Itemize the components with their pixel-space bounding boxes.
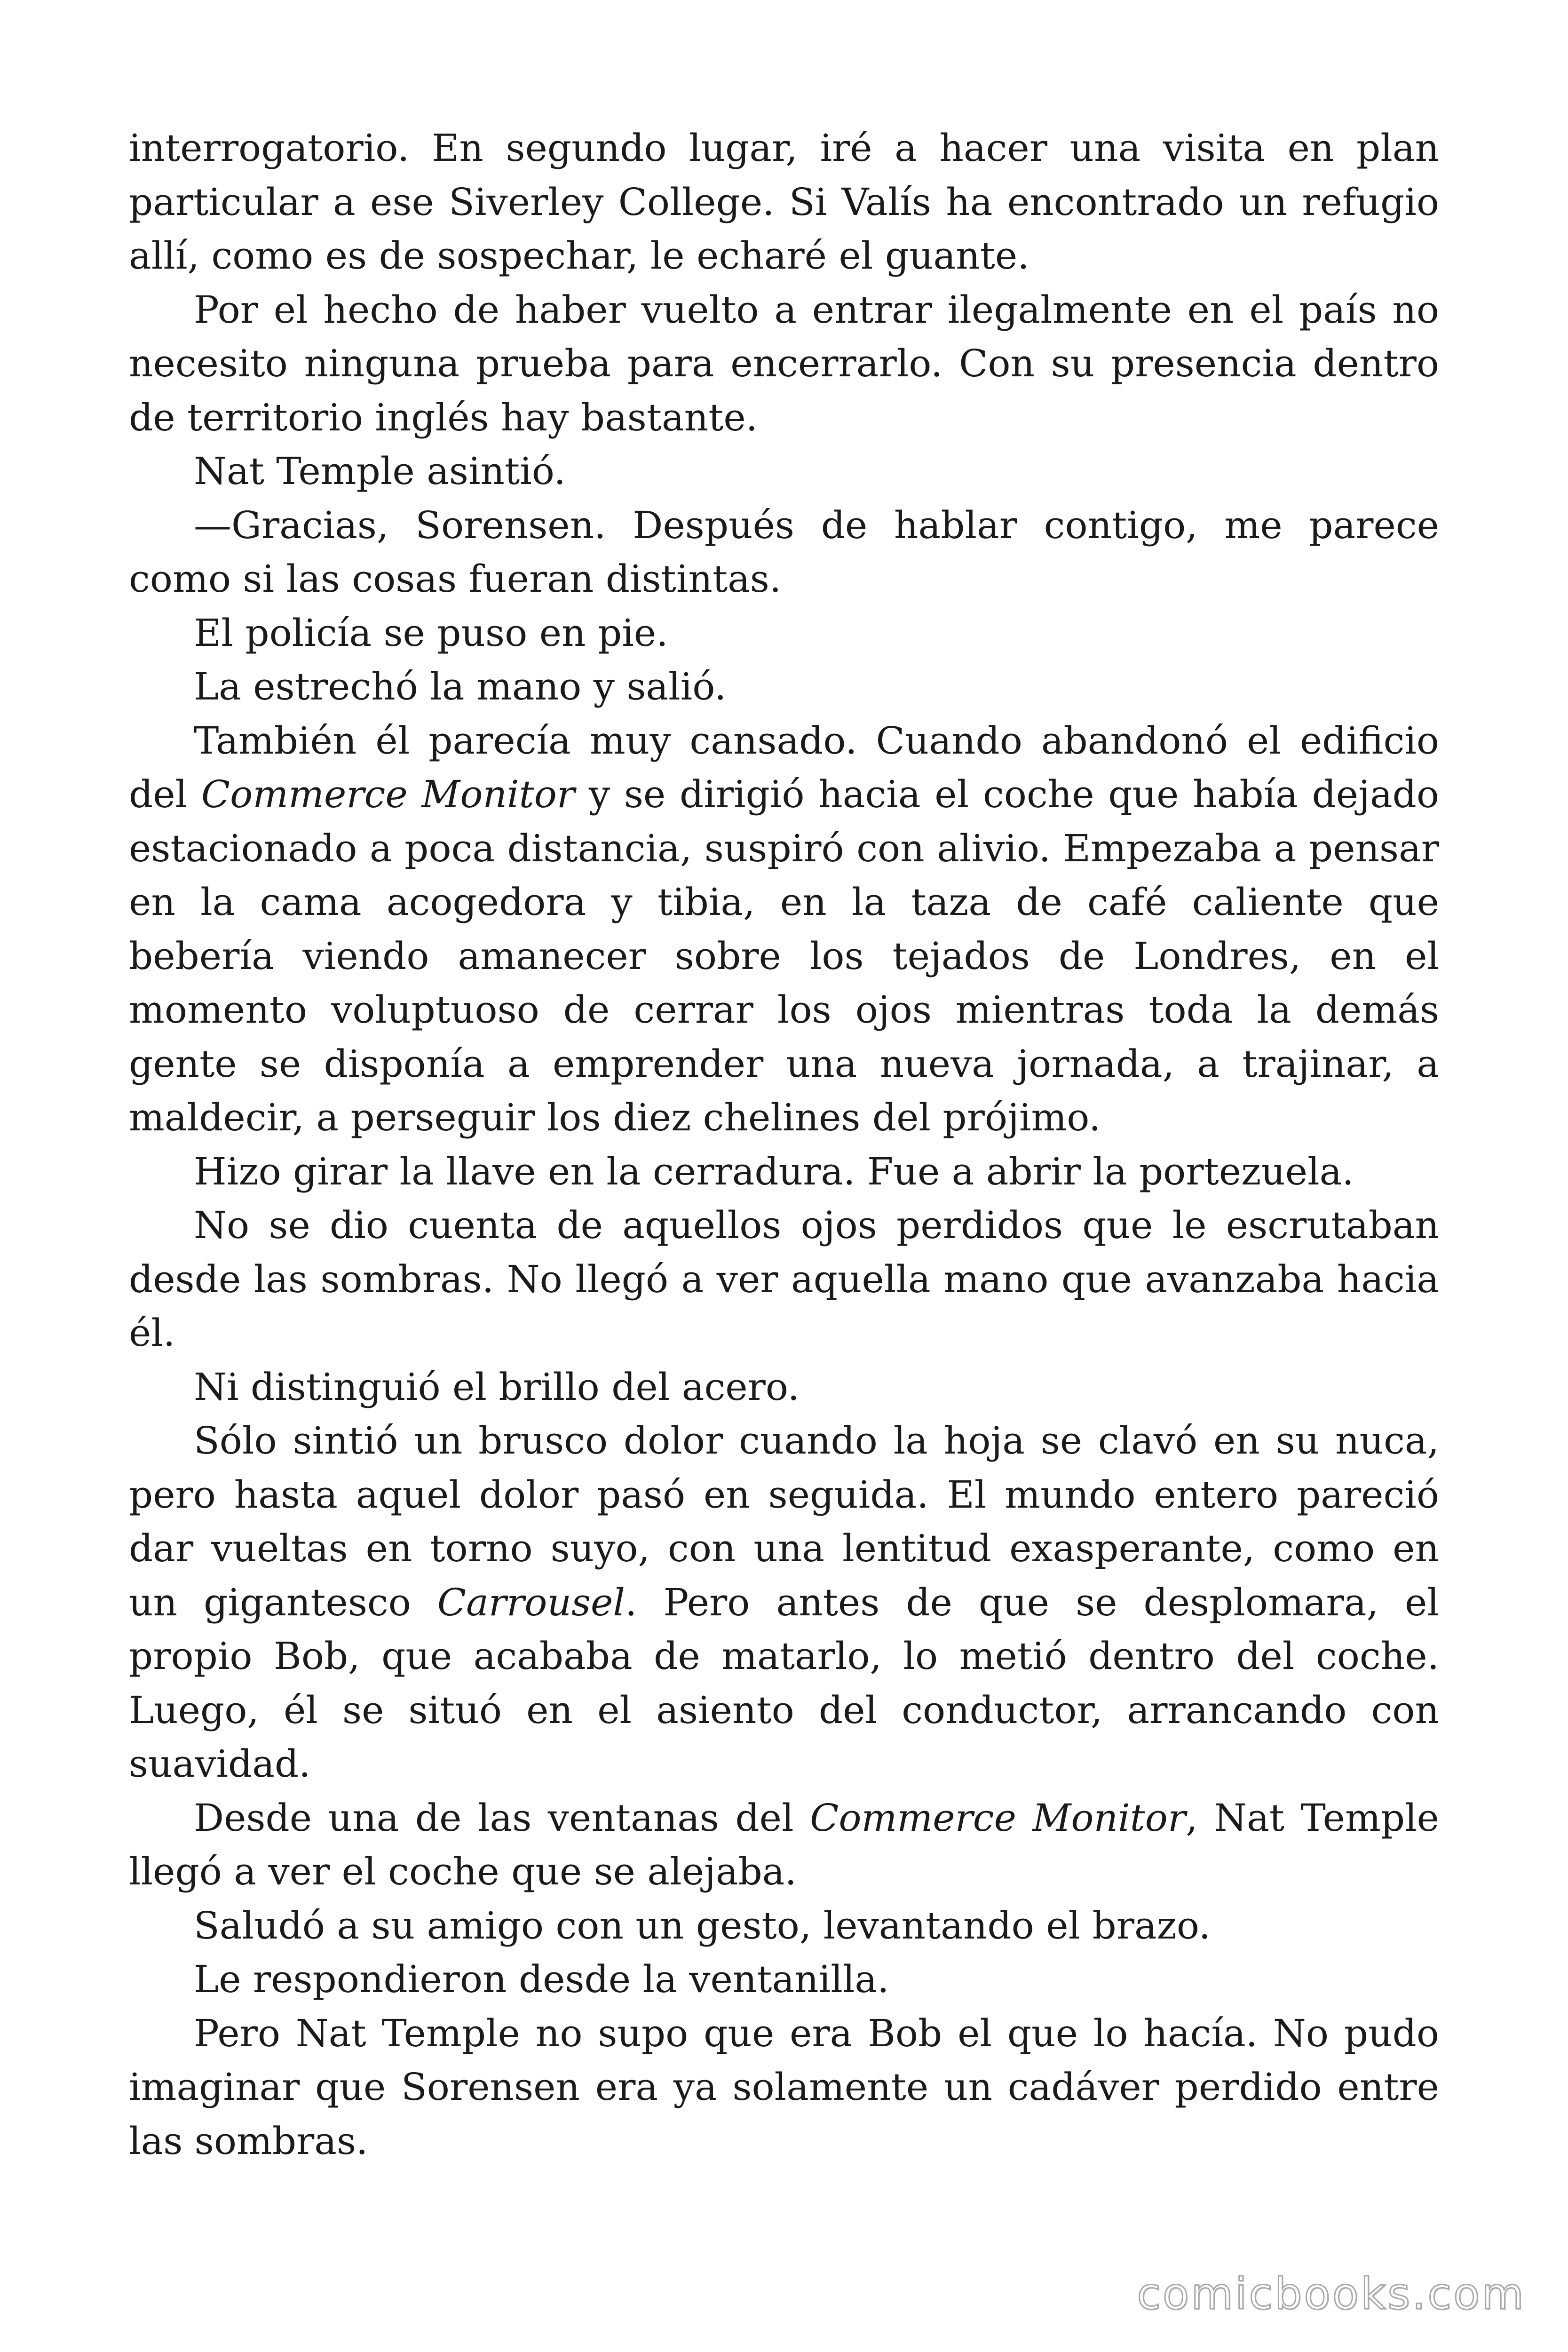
paragraph <box>129 445 1439 499</box>
paragraph <box>129 660 1439 714</box>
paragraph <box>129 1360 1439 1414</box>
paragraph-text: . Pero antes de que se desplomara, el propio Bob, que acababa de matarlo, lo metió dentro del coche. Luego, él se situó en el asiento del conductor, arrancando con suavidad. <box>129 1580 1439 1786</box>
paragraph-text: El policía se puso en pie. <box>194 611 668 655</box>
paragraph-text: y se dirigió hacia el coche que había dejado estacionado a poca distancia, suspiró con alivio. Empezaba a pensar en la cama acogedora y tibia, en la taza de café caliente que bebería viendo amanecer sobre los tejados de Londres, en el momento voluptuoso de cerrar los ojos mientras toda la demás gente se disponía a emprender una nueva jornada, a trajinar, a maldecir, a perseguir los diez chelines del prójimo. <box>129 772 1440 1139</box>
paragraph-text: Pero Nat Temple no supo que era Bob el que lo hacía. No pudo imaginar que Sorensen era ya solamente un cadáver perdido entre las sombras. <box>129 2011 1439 2163</box>
paragraph <box>129 606 1439 660</box>
italic-title: Carrousel <box>437 1580 625 1624</box>
italic-title: Commerce Monitor <box>810 1796 1186 1840</box>
paragraph <box>129 1899 1439 1953</box>
paragraph-text: —Gracias, Sorensen. Después de hablar contigo, me parece como si las cosas fueran distintas. <box>129 503 1439 601</box>
paragraph-text: interrogatorio. En segundo lugar, iré a hacer una visita en plan particular a ese Siverley College. Si Valís ha encontrado un refugio allí, como es de sospechar, le echaré el guante. <box>129 126 1439 278</box>
paragraph-text: Desde una de las ventanas del <box>194 1796 810 1840</box>
paragraph-text: La estrechó la mano y salió. <box>194 665 727 708</box>
paragraph <box>129 714 1439 1145</box>
paragraph-text: Nat Temple asintió. <box>194 449 566 493</box>
paragraph-text: Hizo girar la llave en la cerradura. Fue a abrir la portezuela. <box>194 1149 1354 1193</box>
paragraph <box>129 1414 1439 1791</box>
paragraph <box>129 1145 1439 1199</box>
paragraph <box>129 2007 1439 2169</box>
paragraph <box>129 1199 1439 1360</box>
paragraph-text: No se dio cuenta de aquellos ojos perdidos que le escrutaban desde las sombras. No llegó a ver aquella mano que avanzaba hacia él. <box>129 1203 1439 1355</box>
paragraph-text: También él parecía muy cansado. Cuando abandonó el edificio del <box>129 718 1439 816</box>
paragraph-text: Por el hecho de haber vuelto a entrar ilegalmente en el país no necesito ninguna prueba para encerrarlo. Con su presencia dentro de territorio inglés hay bastante. <box>129 287 1439 439</box>
page-body <box>129 121 1439 2168</box>
paragraph <box>129 283 1439 445</box>
watermark: comicbooks.com <box>1137 2269 1526 2319</box>
paragraph <box>129 499 1439 606</box>
italic-title: Commerce Monitor <box>201 772 575 816</box>
paragraph-text: Le respondieron desde la ventanilla. <box>194 1957 889 2001</box>
paragraph-text: Ni distinguió el brillo del acero. <box>194 1365 800 1409</box>
paragraph-text: Saludó a su amigo con un gesto, levantando el brazo. <box>194 1903 1211 1947</box>
paragraph-text: , Nat Temple llegó a ver el coche que se alejaba. <box>129 1796 1440 1893</box>
paragraph <box>129 121 1439 283</box>
paragraph-text: Sólo sintió un brusco dolor cuando la hoja se clavó en su nuca, pero hasta aquel dolor pasó en seguida. El mundo entero pareció dar vueltas en torno suyo, con una lentitud exasperante, como en un gigantesco <box>129 1419 1439 1624</box>
paragraph <box>129 1953 1439 2007</box>
paragraph <box>129 1791 1439 1899</box>
